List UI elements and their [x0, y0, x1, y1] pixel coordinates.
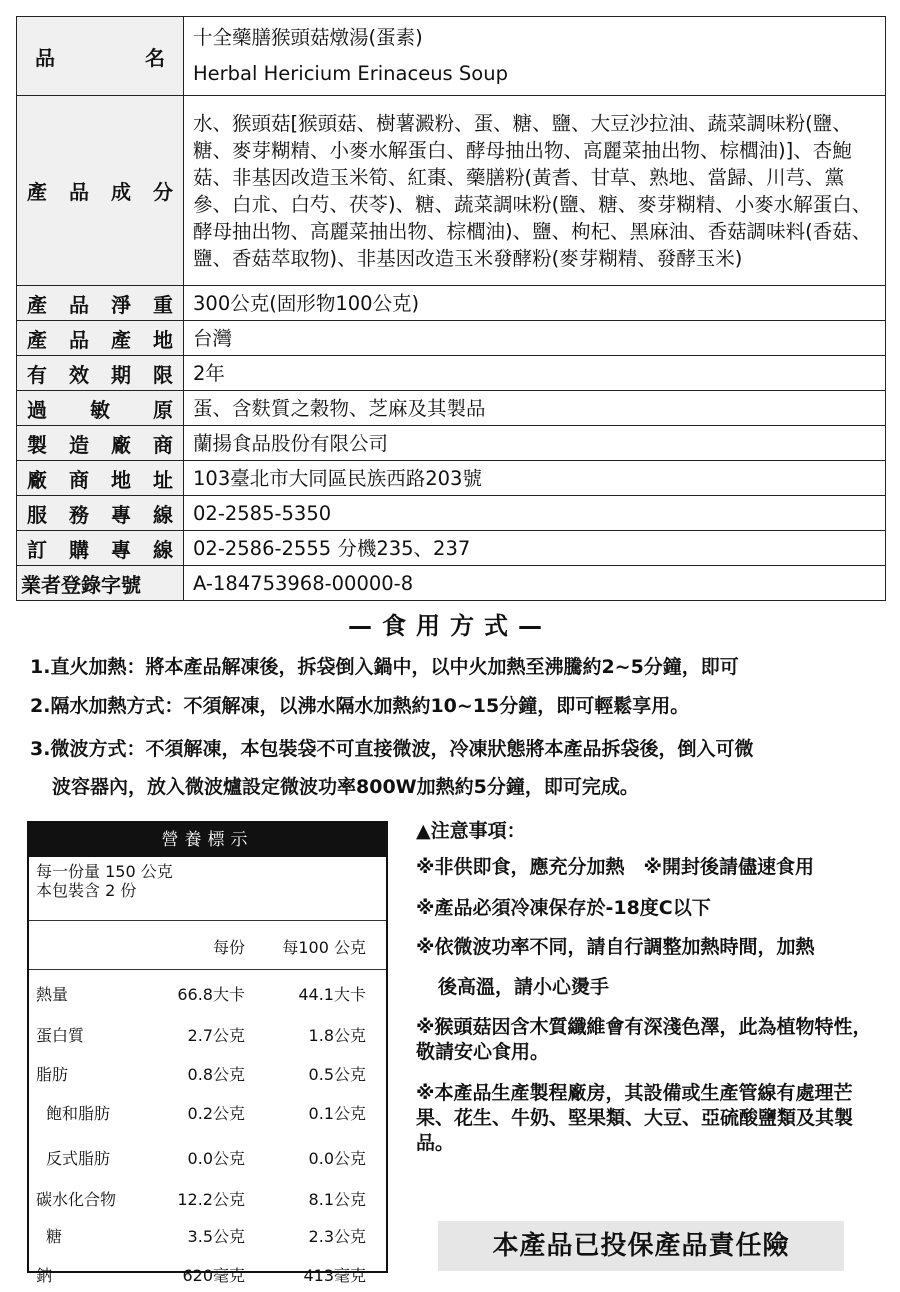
usage-line-4: 波容器內，放入微波爐設定微波功率800W加熱約5分鐘，即可完成。 [52, 776, 639, 798]
nutrition-title: 營養標示 [29, 823, 386, 857]
address-row [17, 461, 886, 496]
product-name-value [184, 17, 886, 96]
service-line-row [17, 496, 886, 531]
product-name-label: 品 名 [17, 17, 184, 96]
note-item: ※本產品生產製程廠房，其設備或生產管線有處理芒果、花生、牛奶、堅果類、大豆、亞硫酸鹽類及其製品。 [416, 1082, 854, 1154]
nutrient-row-trans-fat: 反式脂肪 0.0公克 0.0公克 [46, 1149, 366, 1168]
nutrient-row-sodium: 鈉 620毫克 413毫克 [36, 1266, 366, 1285]
note-item: 後高溫，請小心燙手 [438, 976, 610, 998]
note-item: ※猴頭菇因含木質纖維會有深淺色澤，此為植物特性，敬請安心食用。 [416, 1016, 872, 1063]
nutrition-serving-info [29, 857, 386, 921]
nutrition-panel [27, 821, 388, 1285]
origin-label: 產 品 產 地 [17, 321, 184, 356]
product-name-row [17, 17, 886, 96]
ingredients-row [17, 96, 886, 286]
nutrition-column-header [29, 921, 386, 970]
col-per-100g: 每100 公克 [282, 938, 366, 957]
insurance-badge: 本產品已投保產品責任險 [438, 1221, 844, 1271]
shelf-life-row [17, 356, 886, 391]
usage-heading: —食用方式— [348, 612, 552, 640]
allergen-value: 蛋、含麩質之穀物、芝麻及其製品 [184, 391, 886, 426]
address-value: 103臺北市大同區民族西路203號 [184, 461, 886, 496]
net-weight-label: 產 品 淨 重 [17, 286, 184, 321]
col-per-serving: 每份 [212, 938, 245, 957]
net-weight-row [17, 286, 886, 321]
nutrient-row-sugar: 糖 3.5公克 2.3公克 [46, 1227, 366, 1246]
nutrient-row-saturated-fat: 飽和脂肪 0.2公克 0.1公克 [46, 1104, 366, 1123]
nutrient-row-protein: 蛋白質 2.7公克 1.8公克 [36, 1026, 366, 1045]
service-line-label: 服 務 專 線 [17, 496, 184, 531]
order-line-row [17, 531, 886, 566]
net-weight-value: 300公克(固形物100公克) [184, 286, 886, 321]
note-item: ※依微波功率不同，請自行調整加熱時間，加熱 [416, 936, 815, 958]
usage-line-2: 2.隔水加熱方式：不須解凍，以沸水隔水加熱約10~15分鐘，即可輕鬆享用。 [30, 695, 690, 717]
usage-line-1: 1.直火加熱：將本產品解凍後，拆袋倒入鍋中，以中火加熱至沸騰約2~5分鐘，即可 [30, 656, 739, 678]
note-item: ※產品必須冷凍保存於-18度C以下 [416, 897, 711, 919]
registration-value: A-184753968-00000-8 [184, 566, 886, 601]
service-line-value: 02-2585-5350 [184, 496, 886, 531]
origin-row [17, 321, 886, 356]
nutrient-row-energy: 熱量 66.8大卡 44.1大卡 [36, 985, 366, 1004]
product-name-en: Herbal Hericium Erinaceus Soup [193, 62, 508, 85]
product-name-zh: 十全藥膳猴頭菇燉湯(蛋素) [193, 26, 423, 49]
nutrient-row-fat: 脂肪 0.8公克 0.5公克 [36, 1065, 366, 1084]
allergen-row [17, 391, 886, 426]
order-line-value: 02-2586-2555 分機235、237 [184, 531, 886, 566]
registration-label: 業者登錄字號 [17, 566, 184, 601]
product-info-table [16, 16, 886, 601]
manufacturer-row [17, 426, 886, 461]
nutrient-row-carbohydrate: 碳水化合物 12.2公克 8.1公克 [36, 1190, 366, 1209]
shelf-life-label: 有 效 期 限 [17, 356, 184, 391]
note-item: ※非供即食，應充分加熱 ※開封後請儘速食用 [416, 856, 814, 878]
allergen-label: 過 敏 原 [17, 391, 184, 426]
origin-value: 台灣 [184, 321, 886, 356]
shelf-life-value: 2年 [184, 356, 886, 391]
order-line-label: 訂 購 專 線 [17, 531, 184, 566]
address-label: 廠 商 地 址 [17, 461, 184, 496]
serving-size: 每一份量 150 公克 [36, 862, 173, 881]
registration-row [17, 566, 886, 601]
ingredients-label: 產 品 成 分 [17, 96, 184, 286]
servings-per-package: 本包裝含 2 份 [36, 881, 137, 900]
usage-line-3: 3.微波方式：不須解凍，本包裝袋不可直接微波，冷凍狀態將本產品拆袋後，倒入可微 [30, 738, 754, 760]
notes-title: ▲注意事項： [416, 820, 526, 842]
ingredients-value: 水、猴頭菇[猴頭菇、樹薯澱粉、蛋、糖、鹽、大豆沙拉油、蔬菜調味粉(鹽、糖、麥芽糊精、小麥水解蛋白、酵母抽出物、高麗菜抽出物、棕櫚油)]、杏鮑菇、非基因改造玉米筍、紅棗、藥膳粉(黃耆、甘草、熟地、當歸、川芎、黨參、白朮、白芍、茯苓)、糖、蔬菜調味粉(鹽、糖、麥芽糊精、小麥水解蛋白、酵母抽出物、高麗菜抽出物、棕櫚油)、鹽、枸杞、黑麻油、香菇調味料(香菇、鹽、香菇萃取物)、非基因改造玉米發酵粉(麥芽糊精、發酵玉米) [184, 96, 886, 286]
manufacturer-label: 製 造 廠 商 [17, 426, 184, 461]
manufacturer-value: 蘭揚食品股份有限公司 [184, 426, 886, 461]
